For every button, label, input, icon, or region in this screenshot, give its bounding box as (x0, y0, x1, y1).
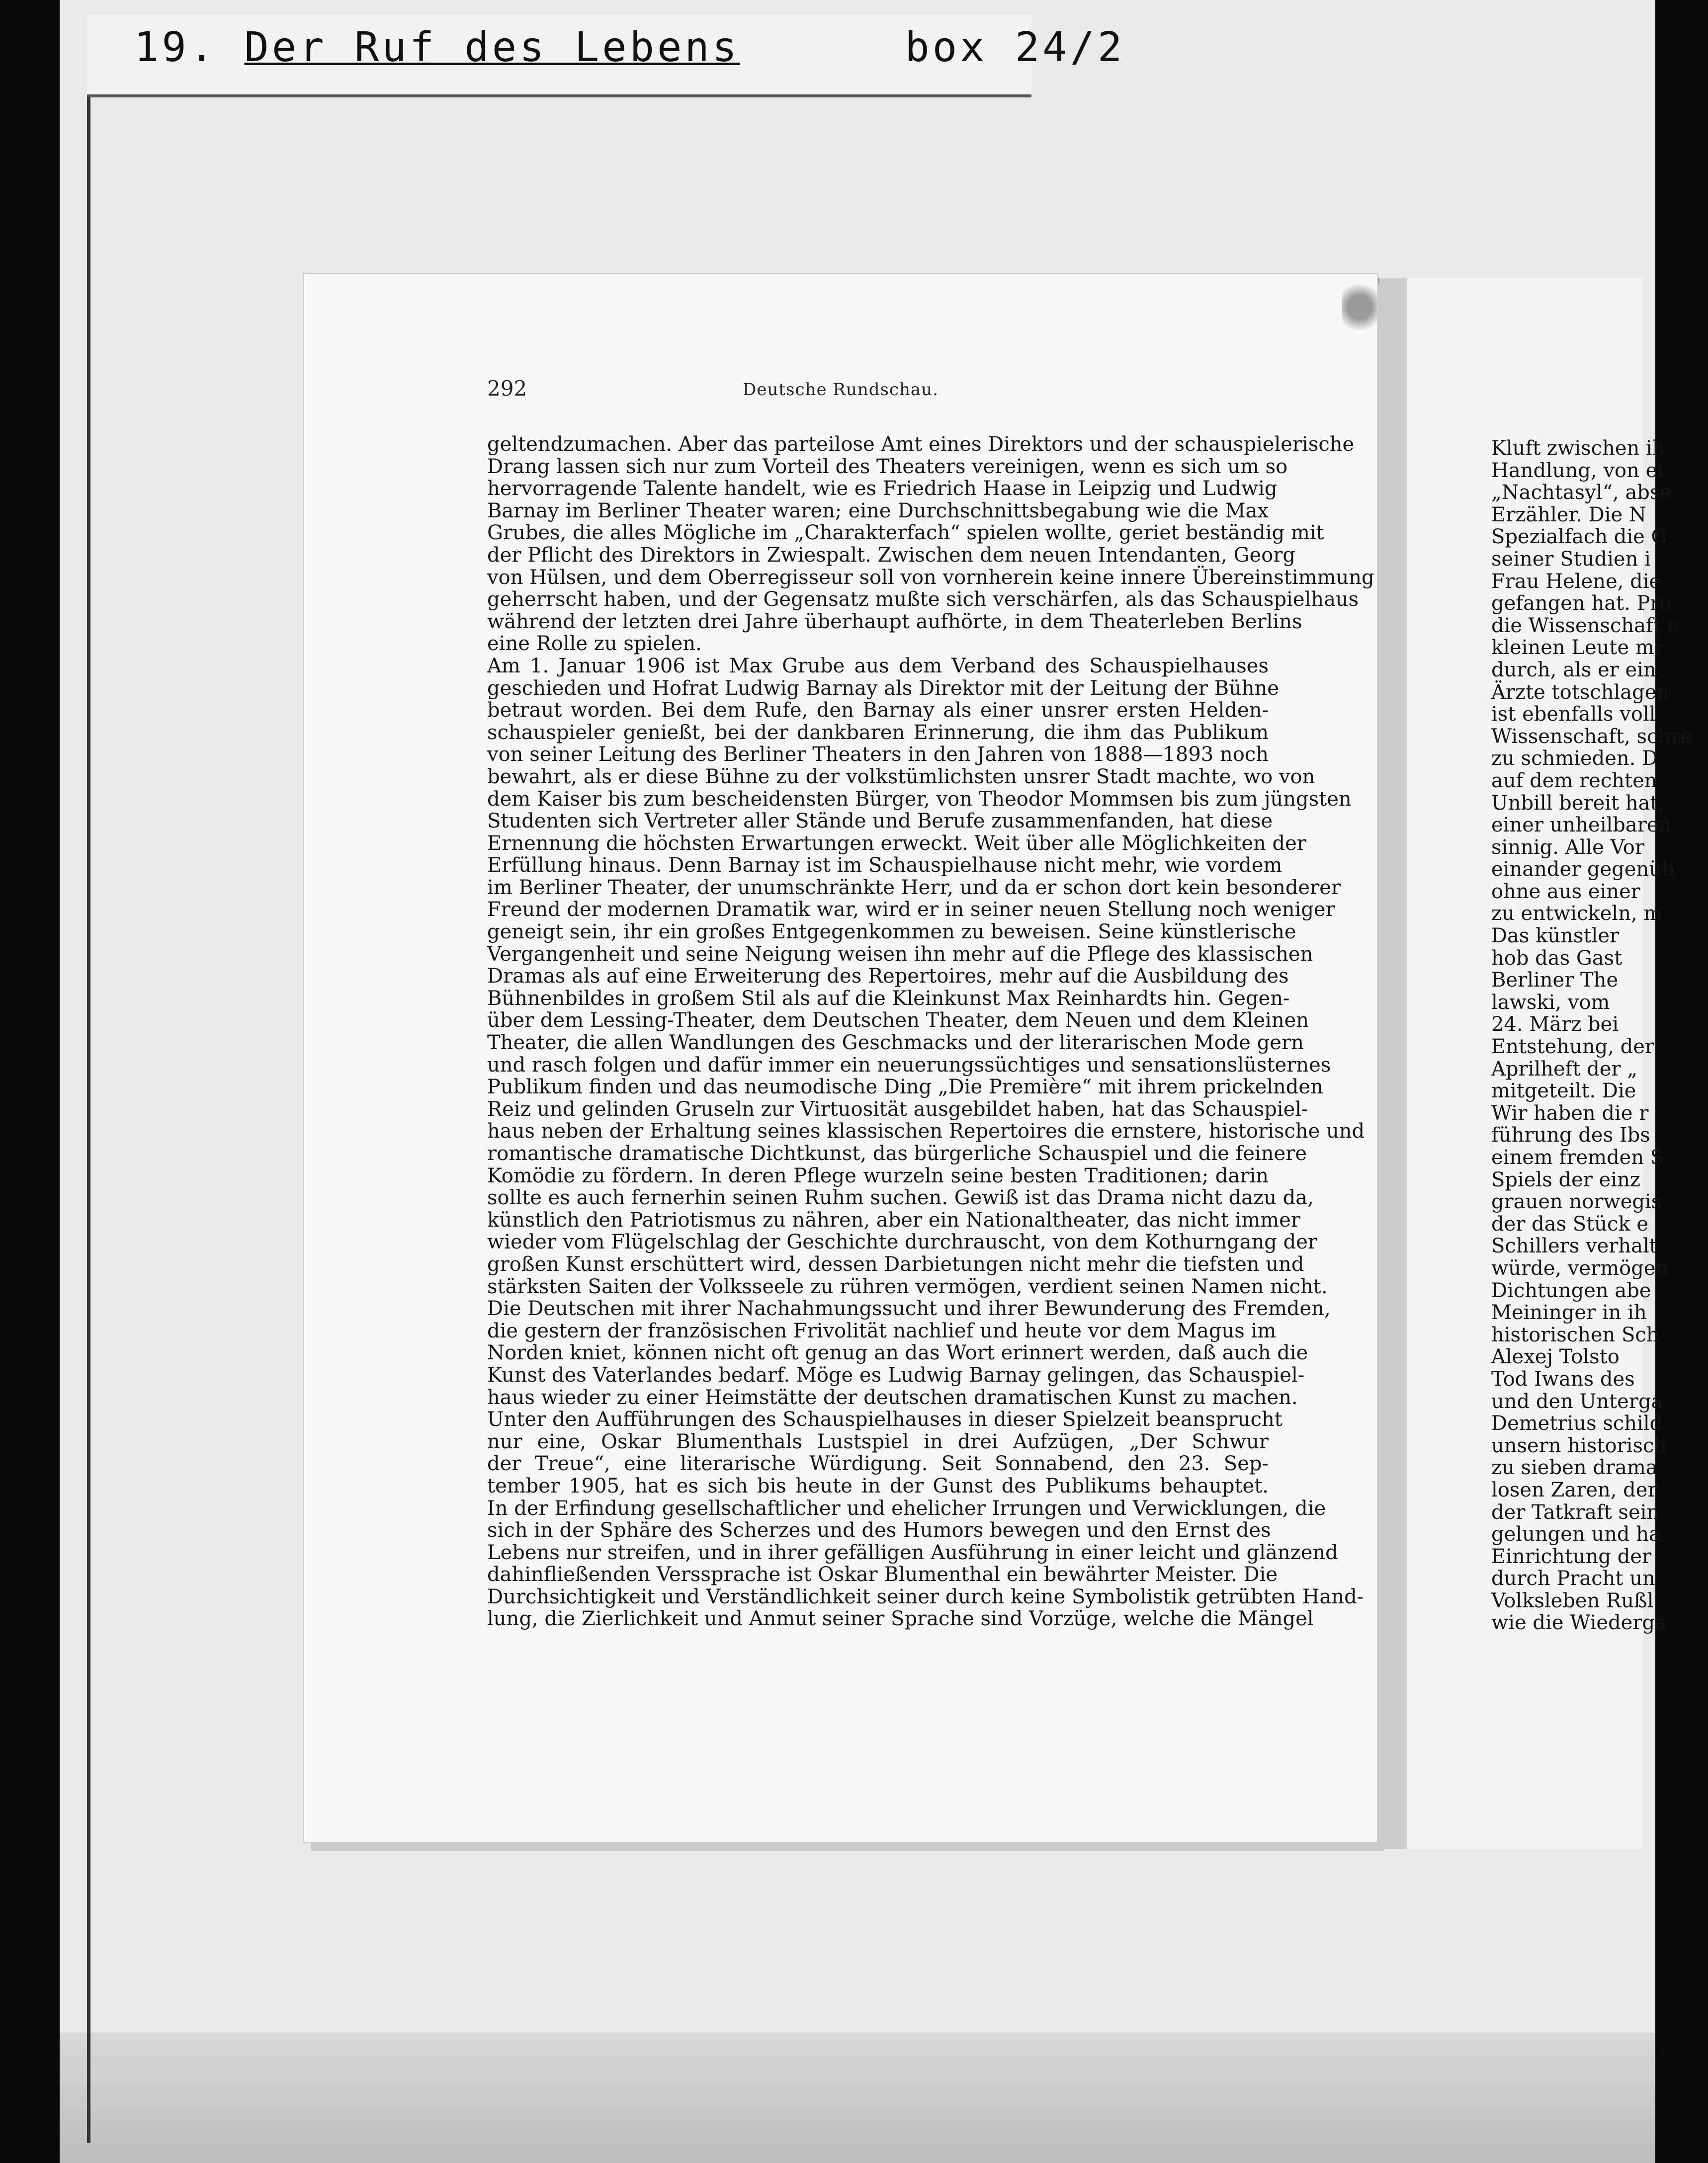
article-line: künstlich den Patriotismus zu nähren, aber ein Nationaltheater, das nicht immer (487, 1208, 1300, 1232)
article-line: eine Rolle zu spielen. (487, 632, 702, 656)
next-page-line: einem fremden S (1491, 1146, 1664, 1169)
article-line: Am 1. Januar 1906 ist Max Grube aus dem Verband des Schauspielhauses (487, 654, 1269, 677)
article-line: Dramas als auf eine Erweiterung des Repertoires, mehr auf die Ausbildung des (487, 965, 1289, 988)
article-line: stärksten Saiten der Volksseele zu rühren vermögen, verdient seinen Namen nicht. (487, 1275, 1328, 1298)
next-page-column (1491, 437, 1692, 1634)
article-line: nur eine, Oskar Blumenthals Lustspiel in drei Aufzügen, „Der Schwur (487, 1430, 1269, 1453)
next-page-line: einer unheilbaren (1491, 814, 1672, 837)
next-page-line: zu schmieden. D (1491, 747, 1658, 770)
article-line: sich in der Sphäre des Scherzes und des Humors bewegen und den Ernst des (487, 1519, 1271, 1542)
next-page-line: Frau Helene, die (1491, 570, 1661, 593)
next-page-line: lawski, vom (1491, 991, 1610, 1014)
next-page-line: einander gegenüb (1491, 858, 1675, 881)
article-line: Vergangenheit und seine Neigung weisen ihn mehr auf die Pflege des klassischen (487, 942, 1313, 966)
next-page-line: seiner Studien i (1491, 547, 1651, 571)
article-line: haus wieder zu einer Heimstätte der deutschen dramatischen Kunst zu machen. (487, 1386, 1298, 1409)
page-fold-edge (1377, 278, 1409, 1849)
next-page-line: unsern historisch (1491, 1434, 1667, 1457)
article-line: und rasch folgen und dafür immer ein neuerungssüchtiges und sensationslüsternes (487, 1053, 1331, 1077)
next-page-line: Aprilheft der „ (1491, 1057, 1638, 1081)
article-line: Freund der modernen Dramatik war, wird er in seiner neuen Stellung noch weniger (487, 898, 1335, 921)
next-page-line: der das Stück e (1491, 1212, 1649, 1236)
label-number: 19. (134, 24, 217, 71)
article-line: die gestern der französischen Frivolität nachlief und heute vor dem Magus im (487, 1319, 1277, 1342)
next-page-line: Meininger in ih (1491, 1301, 1647, 1325)
next-page-line: zu sieben drama (1491, 1456, 1658, 1480)
article-line: Unter den Aufführungen des Schauspielhauses in dieser Spielzeit beansprucht (487, 1408, 1282, 1431)
next-page-line: Spezialfach die G (1491, 525, 1667, 549)
article-line: während der letzten drei Jahre überhaupt aufhörte, in dem Theaterleben Berlins (487, 610, 1302, 633)
next-page-line: historischen Sch (1491, 1323, 1659, 1346)
next-page-line: Handlung, von ei (1491, 459, 1664, 482)
article-line: Kunst des Vaterlandes bedarf. Möge es Ludwig Barnay gelingen, das Schauspiel- (487, 1363, 1305, 1387)
next-page-line: Unbill bereit hat, (1491, 791, 1665, 815)
next-page-line: Demetrius schild (1491, 1412, 1663, 1435)
next-page-line: mitgeteilt. Die (1491, 1080, 1636, 1103)
next-page-line: die Wissenschaft c (1491, 614, 1679, 637)
article-line: Publikum finden und das neumodische Ding „Die Première“ mit ihrem prickelnden (487, 1076, 1323, 1099)
next-page-line: wie die Wiederga (1491, 1611, 1667, 1635)
next-page-line: Volksleben Rußl (1491, 1589, 1654, 1612)
next-page-line: ohne aus einer (1491, 880, 1640, 903)
label-box: box 24/2 (905, 24, 1125, 71)
article-line: Durchsichtigkeit und Verständlichkeit seiner durch keine Symbolistik getrübten Hand- (487, 1585, 1364, 1608)
sheet-left-rule (87, 26, 90, 2143)
article-line: über dem Lessing-Theater, dem Deutschen Theater, dem Neuen und dem Kleinen (487, 1009, 1309, 1032)
next-page-line: zu entwickeln, m (1491, 902, 1663, 925)
article-line: lung, die Zierlichkeit und Anmut seiner Sprache sind Vorzüge, welche die Mängel (487, 1607, 1314, 1631)
next-page-line: Einrichtung der (1491, 1545, 1652, 1568)
next-page-line: durch Pracht un (1491, 1567, 1655, 1590)
next-page-line: durch, als er ein (1491, 658, 1656, 681)
next-page-line: Schillers verhalt (1491, 1235, 1657, 1258)
next-page-line: Tod Iwans des (1491, 1367, 1635, 1391)
article-line: geltendzumachen. Aber das parteilose Amt eines Direktors und der schauspielerische (487, 433, 1355, 456)
article-line: In der Erfindung gesellschaftlicher und ehelicher Irrungen und Verwicklungen, die (487, 1497, 1326, 1520)
article-line: dem Kaiser bis zum bescheidensten Bürger, von Theodor Mommsen bis zum jüngsten (487, 787, 1352, 811)
article-line: Die Deutschen mit ihrer Nachahmungssucht und ihrer Bewunderung des Fremden, (487, 1297, 1331, 1321)
article-line: tember 1905, hat es sich bis heute in der Gunst des Publikums behauptet. (487, 1474, 1269, 1497)
article-line: sollte es auch fernerhin seinen Ruhm suchen. Gewiß ist das Drama nicht dazu da, (487, 1186, 1314, 1210)
paper-tear-mark (1342, 283, 1377, 343)
archive-label (134, 24, 1125, 71)
article-line: Komödie zu fördern. In deren Pflege wurzeln seine besten Traditionen; darin (487, 1164, 1269, 1187)
next-page-line: Ärzte totschlagen (1491, 680, 1670, 704)
article-line: Bühnenbildes in großem Stil als auf die Kleinkunst Max Reinhardts hin. Gegen- (487, 987, 1290, 1010)
article-line: der Treue“, eine literarische Würdigung. Seit Sonnabend, den 23. Sep- (487, 1452, 1269, 1476)
article-line: im Berliner Theater, der unumschränkte Herr, und da er schon dort kein besonderer (487, 876, 1341, 899)
article-line: Lebens nur streifen, und in ihrer gefälligen Ausführung in einer leicht und glänzend (487, 1541, 1338, 1564)
next-page-line: 24. März bei (1491, 1013, 1619, 1036)
next-page-fragment (1407, 278, 1693, 1849)
next-page-line: Dichtungen abe (1491, 1279, 1651, 1302)
article-line: der Pflicht des Direktors in Zwiespalt. Zwischen dem neuen Intendanten, Georg (487, 543, 1296, 567)
article-line: Norden kniet, können nicht oft genug an das Wort erinnert werden, daß auch die (487, 1341, 1308, 1365)
next-page-line: hob das Gast (1491, 946, 1623, 970)
next-page-line: gefangen hat. Pro (1491, 592, 1672, 615)
next-page-line: Das künstler (1491, 924, 1620, 948)
next-page-line: kleinen Leute mi (1491, 636, 1661, 660)
article-line: wieder vom Flügelschlag der Geschichte durchrauscht, von dem Kothurngang der (487, 1231, 1317, 1254)
article-line: haus neben der Erhaltung seines klassischen Repertoires die ernstere, historische und (487, 1120, 1365, 1143)
next-page-line: und den Unterga (1491, 1390, 1663, 1413)
next-page-line: würde, vermögen (1491, 1256, 1669, 1280)
running-head: Deutsche Rundschau. (743, 380, 939, 400)
clipping-page (304, 274, 1377, 1842)
next-page-line: losen Zaren, der (1491, 1478, 1657, 1501)
article-line: betraut worden. Bei dem Rufe, den Barnay als einer unsrer ersten Helden- (487, 699, 1269, 722)
next-page-line: „Nachtasyl“, abse (1491, 481, 1672, 504)
next-page-line: Wir haben die r (1491, 1101, 1649, 1125)
article-line: Barnay im Berliner Theater waren; eine Durchschnittsbegabung wie die Max (487, 499, 1269, 522)
next-page-line: auf dem rechten (1491, 769, 1657, 792)
article-line: Reiz und gelinden Gruseln zur Virtuosität ausgebildet haben, hat das Schauspiel- (487, 1097, 1308, 1121)
next-page-line: grauen norwegis (1491, 1190, 1662, 1214)
article-line: Ernennung die höchsten Erwartungen erweckt. Weit über alle Möglichkeiten der (487, 832, 1306, 855)
next-page-line: führung des Ibs (1491, 1124, 1650, 1147)
article-line: dahinfließenden Verssprache ist Oskar Blumenthal ein bewährter Meister. Die (487, 1563, 1278, 1586)
article-line: geherrscht haben, und der Gegensatz mußte sich verschärfen, als das Schauspielhaus (487, 588, 1359, 611)
page-number: 292 (487, 376, 527, 401)
article-line: Erfüllung hinaus. Denn Barnay ist im Schauspielhause nicht mehr, wie vordem (487, 854, 1282, 877)
label-title: Der Ruf des Lebens (244, 24, 740, 71)
next-page-line: Alexej Tolsto (1491, 1345, 1620, 1369)
next-page-line: gelungen und ha (1491, 1523, 1661, 1546)
next-page-line: Entstehung, der (1491, 1035, 1655, 1059)
article-line: von seiner Leitung des Berliner Theaters in den Jahren von 1888—1893 noch (487, 743, 1269, 766)
article-line: großen Kunst erschüttert wird, dessen Darbietungen nicht mehr die tiefsten und (487, 1252, 1304, 1276)
sheet-bottom-shadow (60, 2033, 1655, 2163)
next-page-line: Spiels der einz (1491, 1168, 1640, 1191)
article-line: Studenten sich Vertreter aller Stände und Berufe zusammenfanden, hat diese (487, 810, 1273, 833)
article-line: hervorragende Talente handelt, wie es Friedrich Haase in Leipzig und Ludwig (487, 477, 1278, 500)
next-page-line: sinnig. Alle Vor (1491, 835, 1644, 859)
article-line: Drang lassen sich nur zum Vorteil des Theaters vereinigen, wenn es sich um so (487, 455, 1288, 478)
article-body (487, 433, 1374, 1631)
next-page-line: Berliner The (1491, 969, 1619, 992)
next-page-line: Wissenschaft, schre (1491, 725, 1693, 748)
article-line: Theater, die allen Wandlungen des Geschmacks und der literarischen Mode gern (487, 1031, 1304, 1055)
article-line: geneigt sein, ihr ein großes Entgegenkommen zu beweisen. Seine künstlerische (487, 920, 1296, 944)
article-line: schauspieler genießt, bei der dankbaren Erinnerung, die ihm das Publikum (487, 721, 1269, 744)
article-line: bewahrt, als er diese Bühne zu der volkstümlichsten unsrer Stadt machte, wo von (487, 765, 1315, 788)
next-page-line: Kluft zwischen ih (1491, 437, 1665, 460)
next-page-line: ist ebenfalls voll (1491, 703, 1656, 726)
next-page-line: der Tatkraft sein (1491, 1500, 1660, 1524)
next-page-line: Erzähler. Die N (1491, 503, 1646, 526)
article-line: Grubes, die alles Mögliche im „Charakterfach“ spielen wollte, geriet beständig mit (487, 521, 1324, 545)
article-line: romantische dramatische Dichtkunst, das bürgerliche Schauspiel und die feinere (487, 1142, 1307, 1165)
article-line: von Hülsen, und dem Oberregisseur soll von vornherein keine innere Übereinstimmung (487, 566, 1374, 589)
article-line: geschieden und Hofrat Ludwig Barnay als Direktor mit der Leitung der Bühne (487, 676, 1279, 700)
